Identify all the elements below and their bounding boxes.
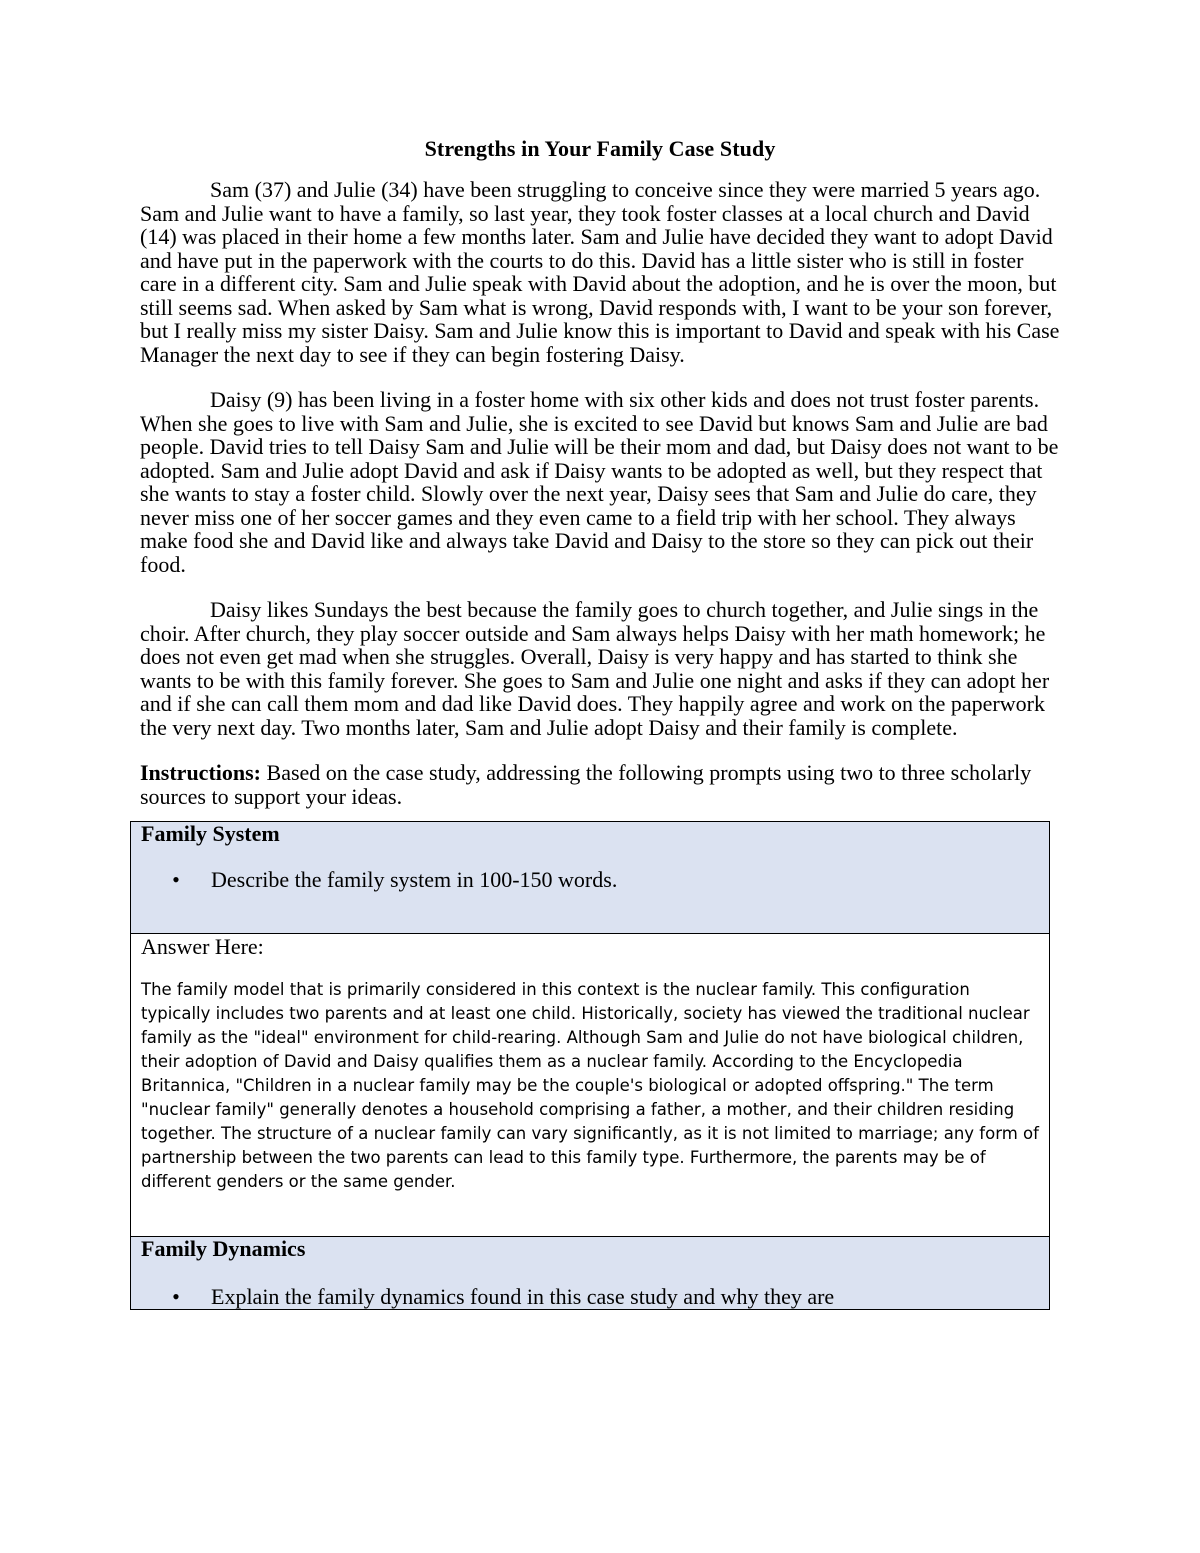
family-dynamics-prompt-text: Explain the family dynamics found in this case study and why they are [211, 1284, 835, 1309]
bullet-icon: • [172, 1284, 180, 1309]
instructions-label: Instructions: [140, 760, 262, 785]
family-system-heading: Family System [141, 821, 280, 846]
instructions-text: Based on the case study, addressing the following prompts using two to three scholarly sources to support your ideas. [140, 760, 1032, 809]
family-system-prompt-text: Describe the family system in 100-150 words. [211, 867, 618, 892]
family-dynamics-prompt [141, 1285, 1039, 1309]
answer-label: Answer Here: [141, 934, 264, 959]
family-system-answer-cell[interactable] [131, 934, 1050, 1237]
case-paragraph-2: Daisy (9) has been living in a foster home with six other kids and does not trust foster parents. When she goes to live with Sam and Julie, she is excited to see David but knows Sam and Julie are bad people. David tries to tell Daisy Sam and Julie will be their mom and dad, but Daisy does not want to be adopted. Sam and Julie adopt David and ask if Daisy wants to be adopted as well, but they respect that she wants to stay a foster child. Slowly over the next year, Daisy sees that Sam and Julie do care, they never miss one of her soccer games and they even came to a field trip with her school. They always make food she and David like and always take David and Daisy to the store so they can pick out their food. [140, 387, 1059, 577]
document-title: Strengths in Your Family Case Study [424, 136, 776, 161]
bullet-icon: • [172, 867, 180, 892]
family-dynamics-prompt-cell [131, 1237, 1050, 1310]
family-system-prompt [141, 868, 1039, 892]
family-system-answer-text[interactable]: The family model that is primarily considered in this context is the nuclear family. This configuration typically includes two parents and at least one child. Historically, society has viewed the traditional nuclear family as the "ideal" environment for child-rearing. Although Sam and Julie do not have biological children, their adoption of David and Daisy qualifies them as a nuclear family. According to the Encyclopedia Britannica, "Children in a nuclear family may be the couple's biological or adopted offspring." The term "nuclear family" generally denotes a household comprising a father, a mother, and their children residing together. The structure of a nuclear family can vary significantly, as it is not limited to marriage; any form of partnership between the two parents can lead to this family type. Furthermore, the parents may be of different genders or the same gender. [141, 980, 1039, 1191]
family-system-prompt-cell [131, 822, 1050, 934]
case-paragraph-1: Sam (37) and Julie (34) have been struggling to conceive since they were married 5 years ago. Sam and Julie want to have a family, so last year, they took foster classes at a local church and David (14) was placed in their home a few months later. Sam and Julie have decided they want to adopt David and have put in the paperwork with the courts to do this. David has a little sister who is still in foster care in a different city. Sam and Julie speak with David about the adoption, and he is over the moon, but still seems sad. When asked by Sam what is wrong, David responds with, I want to be your son forever, but I really miss my sister Daisy. Sam and Julie know this is important to David and speak with his Case Manager the next day to see if they can begin fostering Daisy. [140, 177, 1060, 367]
case-paragraph-3: Daisy likes Sundays the best because the family goes to church together, and Julie sings in the choir. After church, they play soccer outside and Sam always helps Daisy with her math homework; he does not even get mad when she struggles. Overall, Daisy is very happy and has started to think she wants to be with this family forever. She goes to Sam and Julie one night and asks if they can adopt her and if she can call them mom and dad like David does. They happily agree and work on the paperwork the very next day. Two months later, Sam and Julie adopt Daisy and their family is complete. [140, 597, 1050, 740]
family-dynamics-heading: Family Dynamics [141, 1236, 306, 1261]
instructions [140, 761, 1060, 809]
prompts-table [130, 821, 1050, 1310]
document-body [140, 136, 1060, 1310]
